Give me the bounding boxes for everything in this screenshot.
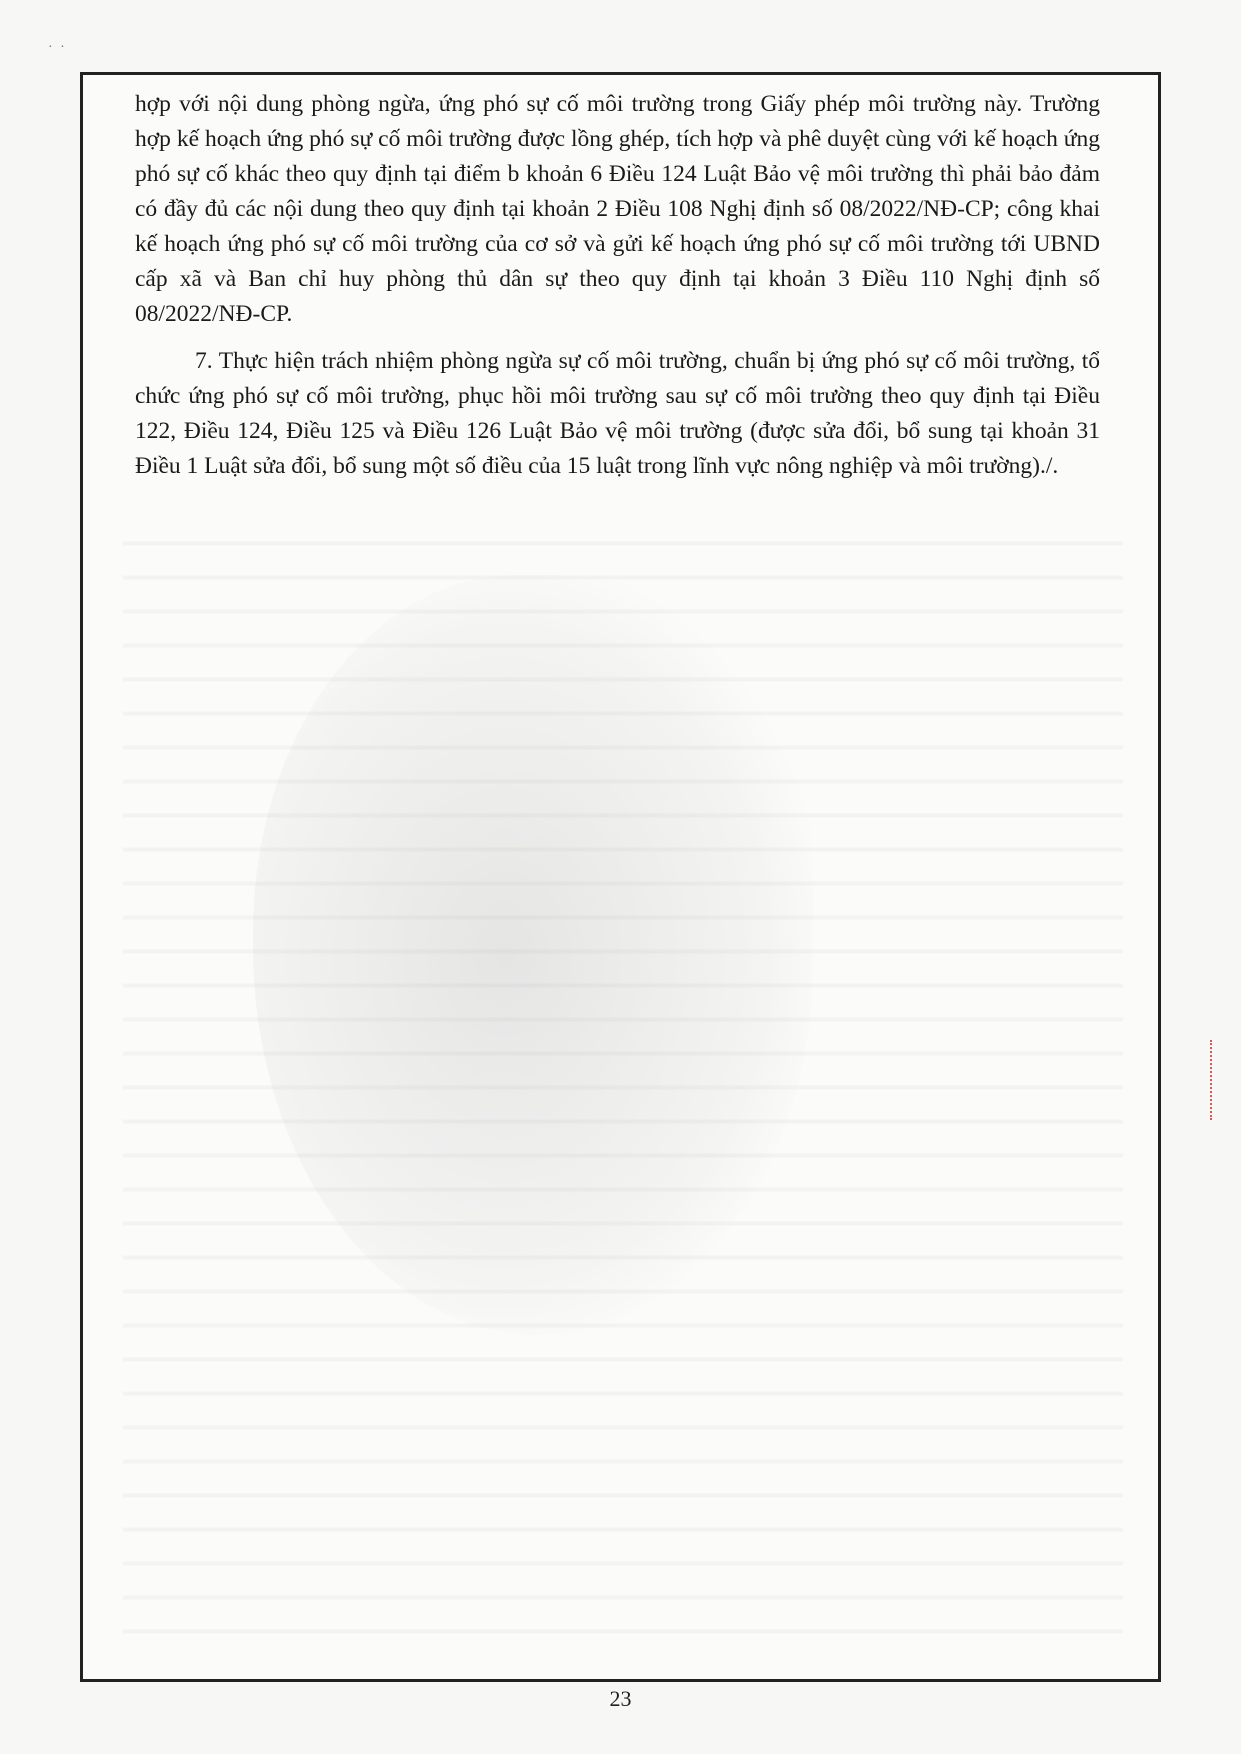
scan-artifact: · ·: [48, 40, 67, 55]
bleed-through-text: [123, 515, 1123, 1655]
paragraph-item-7: 7. Thực hiện trách nhiệm phòng ngừa sự cố môi trường, chuẩn bị ứng phó sự cố môi trường, tổ chức ứng phó sự cố môi trường, phục hồi môi trường sau sự cố môi trường theo quy định tại Điều 122, Điều 124, Điều 125 và Điều 126 Luật Bảo vệ môi trường (được sửa đổi, bổ sung tại khoản 31 Điều 1 Luật sửa đổi, bổ sung một số điều của 15 luật trong lĩnh vực nông nghiệp và môi trường)./.: [135, 348, 1100, 479]
page-number: 23: [609, 1686, 632, 1711]
watermark-emblem: [253, 575, 813, 1335]
margin-mark: [1210, 1040, 1215, 1120]
page-border-frame: [80, 72, 1161, 1682]
paragraph-continuation: hợp với nội dung phòng ngừa, ứng phó sự cố môi trường trong Giấy phép môi trường này. Trường hợp kế hoạch ứng phó sự cố môi trường được lồng ghép, tích hợp và phê duyệt cùng với kế hoạch ứng phó sự cố khác theo quy định tại điểm b khoản 6 Điều 124 Luật Bảo vệ môi trường thì phải bảo đảm có đầy đủ các nội dung theo quy định tại khoản 2 Điều 108 Nghị định số 08/2022/NĐ-CP; công khai kế hoạch ứng phó sự cố môi trường của cơ sở và gửi kế hoạch ứng phó sự cố môi trường tới UBND cấp xã và Ban chỉ huy phòng thủ dân sự theo quy định tại khoản 3 Điều 110 Nghị định số 08/2022/NĐ-CP.: [135, 91, 1100, 327]
document-body: [83, 75, 1158, 484]
